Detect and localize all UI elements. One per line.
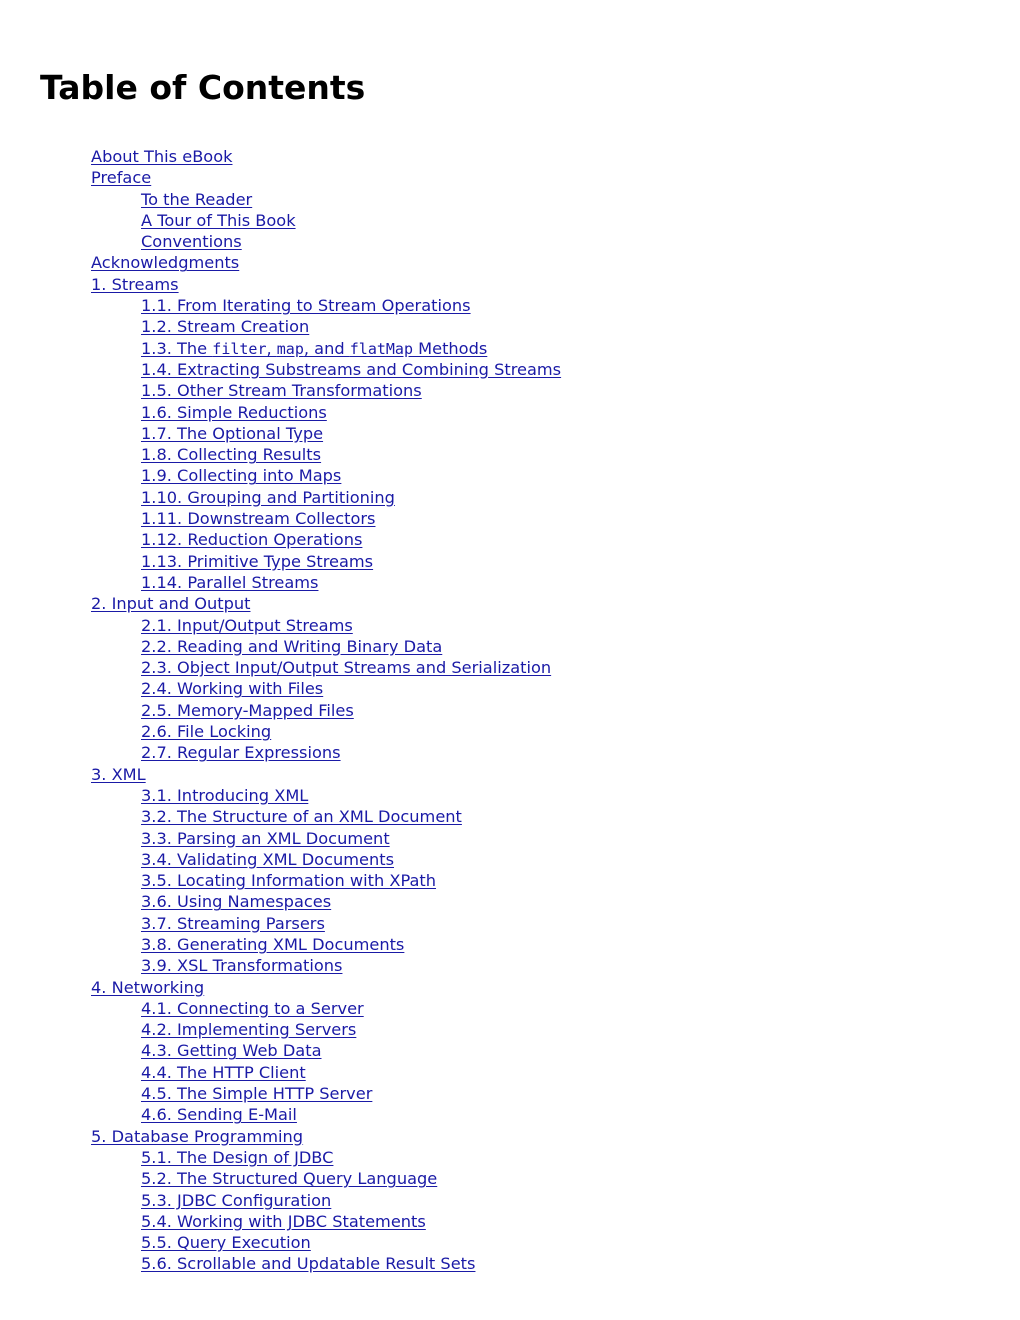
- toc-entry: [91, 274, 561, 295]
- toc-entry: [91, 444, 561, 465]
- toc-entry: [91, 529, 561, 550]
- toc-entry: [91, 423, 561, 444]
- toc-entry: [91, 402, 561, 423]
- toc-entry: [91, 1083, 561, 1104]
- toc-link[interactable]: 5.2. The Structured Query Language: [141, 1169, 438, 1189]
- toc-link[interactable]: 5. Database Programming: [91, 1126, 304, 1146]
- toc-entry: [91, 828, 561, 849]
- toc-link[interactable]: 2.4. Working with Files: [141, 679, 324, 699]
- toc-link[interactable]: 4.2. Implementing Servers: [141, 1020, 357, 1040]
- toc-entry: [91, 891, 561, 912]
- toc-link[interactable]: 3.8. Generating XML Documents: [141, 934, 405, 954]
- toc-link[interactable]: 4. Networking: [91, 977, 205, 997]
- toc-entry: [91, 934, 561, 955]
- toc-link[interactable]: About This eBook: [91, 147, 233, 166]
- toc-entry: [91, 189, 561, 210]
- toc-link[interactable]: 3.6. Using Namespaces: [141, 892, 332, 912]
- toc-entry: [91, 1232, 561, 1253]
- toc-link-code: filter: [212, 339, 267, 358]
- toc-link-text: 1.3. The: [141, 338, 213, 358]
- toc-link[interactable]: 1.2. Stream Creation: [141, 317, 310, 337]
- toc-entry: [91, 998, 561, 1019]
- toc-link[interactable]: 2.7. Regular Expressions: [141, 743, 341, 763]
- toc-link[interactable]: 1.7. The Optional Type: [141, 423, 324, 443]
- toc-link[interactable]: 2.5. Memory-Mapped Files: [141, 700, 354, 720]
- toc-entry: [91, 1062, 561, 1083]
- toc-entry: [91, 1040, 561, 1061]
- toc-entry: [91, 359, 561, 380]
- toc-link[interactable]: Preface: [91, 168, 152, 188]
- toc-link[interactable]: 3.1. Introducing XML: [141, 785, 309, 805]
- toc-entry: [91, 1211, 561, 1232]
- toc-link[interactable]: 1.6. Simple Reductions: [141, 402, 327, 422]
- toc-link[interactable]: 1.11. Downstream Collectors: [141, 509, 376, 529]
- toc-entry: [91, 764, 561, 785]
- toc-link[interactable]: 1.5. Other Stream Transformations: [141, 381, 422, 401]
- toc-entry: [91, 849, 561, 870]
- toc-entry: [91, 146, 561, 167]
- toc-entry: [91, 338, 561, 359]
- toc-entry: [91, 1019, 561, 1040]
- toc-entry: [91, 508, 561, 529]
- toc-link[interactable]: 1.10. Grouping and Partitioning: [141, 487, 395, 507]
- toc-entry: [91, 210, 561, 231]
- table-of-contents-list: [91, 146, 561, 1275]
- toc-link[interactable]: 2.1. Input/Output Streams: [141, 615, 353, 635]
- toc-link[interactable]: 3.5. Locating Information with XPath: [141, 871, 437, 891]
- toc-link[interactable]: 5.1. The Design of JDBC: [141, 1147, 334, 1167]
- toc-link[interactable]: 2.6. File Locking: [141, 722, 272, 742]
- toc-entry: [91, 380, 561, 401]
- toc-link[interactable]: A Tour of This Book: [141, 210, 296, 230]
- toc-link[interactable]: 1.9. Collecting into Maps: [141, 466, 342, 486]
- toc-entry: [91, 1253, 561, 1274]
- toc-entry: [91, 1168, 561, 1189]
- toc-entry: [91, 678, 561, 699]
- toc-link-text: ,: [266, 338, 277, 358]
- toc-entry: [91, 167, 561, 188]
- toc-link[interactable]: 3.2. The Structure of an XML Document: [141, 807, 462, 827]
- toc-entry: [91, 1126, 561, 1147]
- toc-entry: [91, 593, 561, 614]
- toc-link-code: map: [276, 339, 304, 358]
- toc-entry: [91, 295, 561, 316]
- toc-entry: [91, 252, 561, 273]
- toc-link[interactable]: 5.4. Working with JDBC Statements: [141, 1211, 426, 1231]
- toc-entry: [91, 615, 561, 636]
- toc-entry: [91, 1147, 561, 1168]
- toc-link[interactable]: 1.13. Primitive Type Streams: [141, 551, 374, 571]
- toc-link[interactable]: 4.6. Sending E-Mail: [141, 1105, 297, 1125]
- toc-link[interactable]: 5.6. Scrollable and Updatable Result Sets: [141, 1254, 476, 1274]
- toc-entry: [91, 1190, 561, 1211]
- toc-link[interactable]: 1.14. Parallel Streams: [141, 572, 319, 592]
- toc-entry: [91, 806, 561, 827]
- toc-link-text: , and: [303, 338, 350, 358]
- toc-link[interactable]: 3.7. Streaming Parsers: [141, 913, 325, 933]
- toc-link[interactable]: 2.3. Object Input/Output Streams and Serialization: [141, 658, 552, 678]
- toc-link[interactable]: 4.3. Getting Web Data: [141, 1041, 322, 1061]
- toc-link[interactable]: To the Reader: [141, 189, 253, 209]
- toc-link[interactable]: Conventions: [141, 232, 242, 252]
- toc-entry: [91, 636, 561, 657]
- toc-link[interactable]: 1.4. Extracting Substreams and Combining Streams: [141, 359, 562, 379]
- toc-entry: [91, 657, 561, 678]
- toc-link[interactable]: 3. XML: [91, 764, 146, 784]
- toc-entry: [91, 551, 561, 572]
- toc-link[interactable]: 3.9. XSL Transformations: [141, 956, 343, 976]
- toc-entry: [91, 1104, 561, 1125]
- toc-entry: [91, 572, 561, 593]
- toc-entry: [91, 487, 561, 508]
- toc-entry: [91, 231, 561, 252]
- toc-link[interactable]: Acknowledgments: [91, 253, 240, 273]
- toc-link[interactable]: 1.1. From Iterating to Stream Operations: [141, 296, 471, 316]
- toc-link[interactable]: 3.4. Validating XML Documents: [141, 849, 394, 869]
- toc-link[interactable]: [141, 339, 487, 358]
- toc-link[interactable]: 2. Input and Output: [91, 594, 251, 614]
- toc-link[interactable]: 5.3. JDBC Configuration: [141, 1190, 332, 1210]
- toc-entry: [91, 955, 561, 976]
- toc-entry: [91, 700, 561, 721]
- toc-link[interactable]: 1.8. Collecting Results: [141, 445, 322, 465]
- toc-link[interactable]: 1.12. Reduction Operations: [141, 530, 363, 550]
- toc-link[interactable]: 4.5. The Simple HTTP Server: [141, 1084, 373, 1104]
- toc-entry: [91, 721, 561, 742]
- toc-link[interactable]: 3.3. Parsing an XML Document: [141, 828, 390, 848]
- toc-entry: [91, 913, 561, 934]
- toc-link[interactable]: 1. Streams: [91, 274, 179, 294]
- toc-entry: [91, 977, 561, 998]
- page-title: Table of Contents: [40, 68, 366, 107]
- toc-entry: [91, 316, 561, 337]
- toc-link-code: flatMap: [349, 339, 413, 358]
- toc-entry: [91, 785, 561, 806]
- toc-entry: [91, 465, 561, 486]
- toc-link-text: Methods: [413, 338, 488, 358]
- toc-entry: [91, 870, 561, 891]
- toc-link[interactable]: 4.1. Connecting to a Server: [141, 998, 364, 1018]
- toc-link[interactable]: 5.5. Query Execution: [141, 1233, 311, 1253]
- toc-link[interactable]: 2.2. Reading and Writing Binary Data: [141, 636, 443, 656]
- toc-entry: [91, 742, 561, 763]
- toc-link[interactable]: 4.4. The HTTP Client: [141, 1062, 306, 1082]
